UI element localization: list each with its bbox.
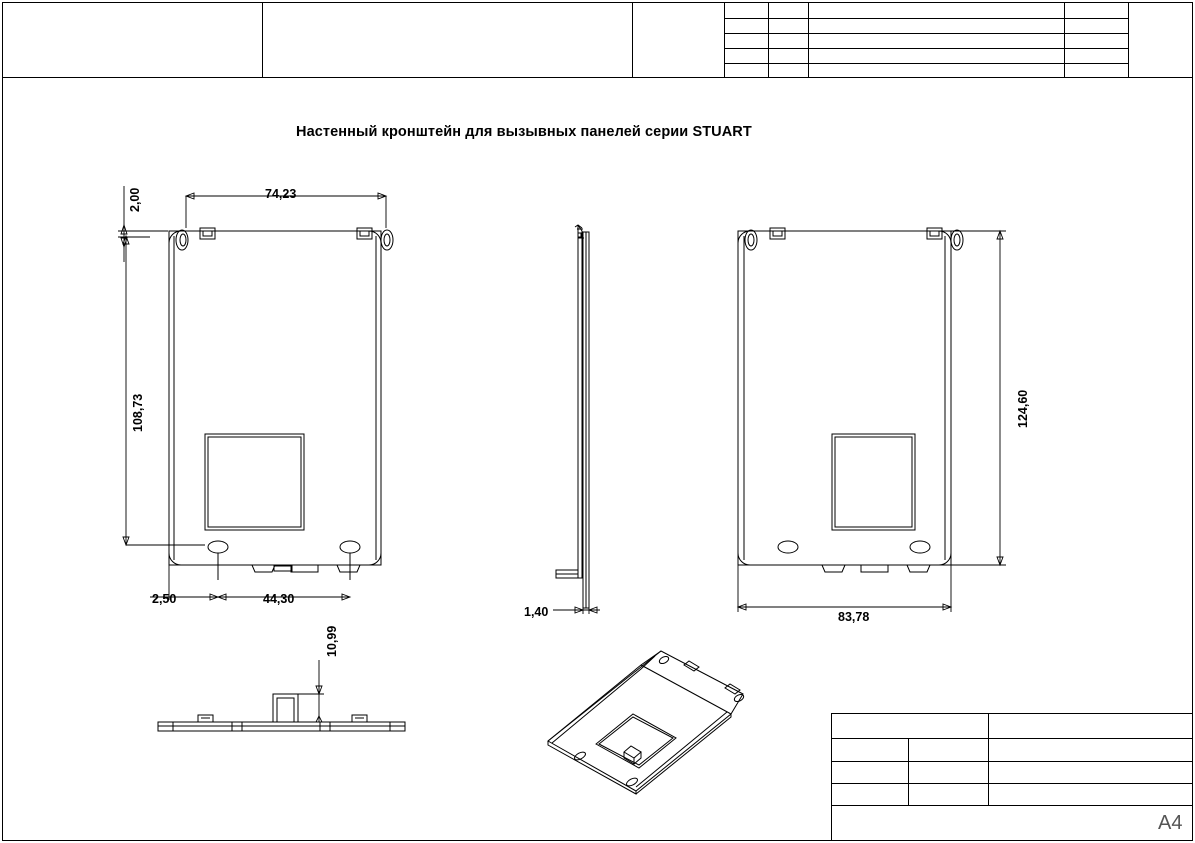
dim-front-height: 108,73 bbox=[131, 393, 145, 432]
dim-front-bottom-offset: 2,50 bbox=[152, 592, 177, 606]
dim-front-bottom-width: 44,30 bbox=[263, 592, 295, 606]
page-title: Настенный кронштейн для вызывных панелей серии STUART bbox=[296, 124, 752, 140]
rear-view-geometry bbox=[738, 228, 963, 572]
dim-front-top-width: 74,23 bbox=[265, 187, 297, 201]
dim-front-top-gap: 2,00 bbox=[128, 187, 142, 212]
isometric-view-geometry bbox=[548, 651, 745, 794]
dim-rear-overall-width: 83,78 bbox=[838, 610, 870, 624]
dim-rear-overall-height: 124,60 bbox=[1016, 389, 1030, 428]
sheet-format-label: A4 bbox=[1158, 812, 1183, 834]
side-view-geometry bbox=[556, 225, 589, 608]
front-view-dimensions bbox=[118, 186, 386, 600]
side-view-dimensions bbox=[553, 578, 600, 614]
bottom-view-geometry bbox=[158, 694, 405, 731]
front-view-geometry bbox=[169, 228, 393, 580]
dim-side-thickness: 1,40 bbox=[524, 605, 549, 619]
dim-bottom-boss-height: 10,99 bbox=[325, 625, 339, 657]
rear-view-dimensions bbox=[738, 231, 1006, 612]
bottom-view-dimensions bbox=[298, 660, 324, 722]
